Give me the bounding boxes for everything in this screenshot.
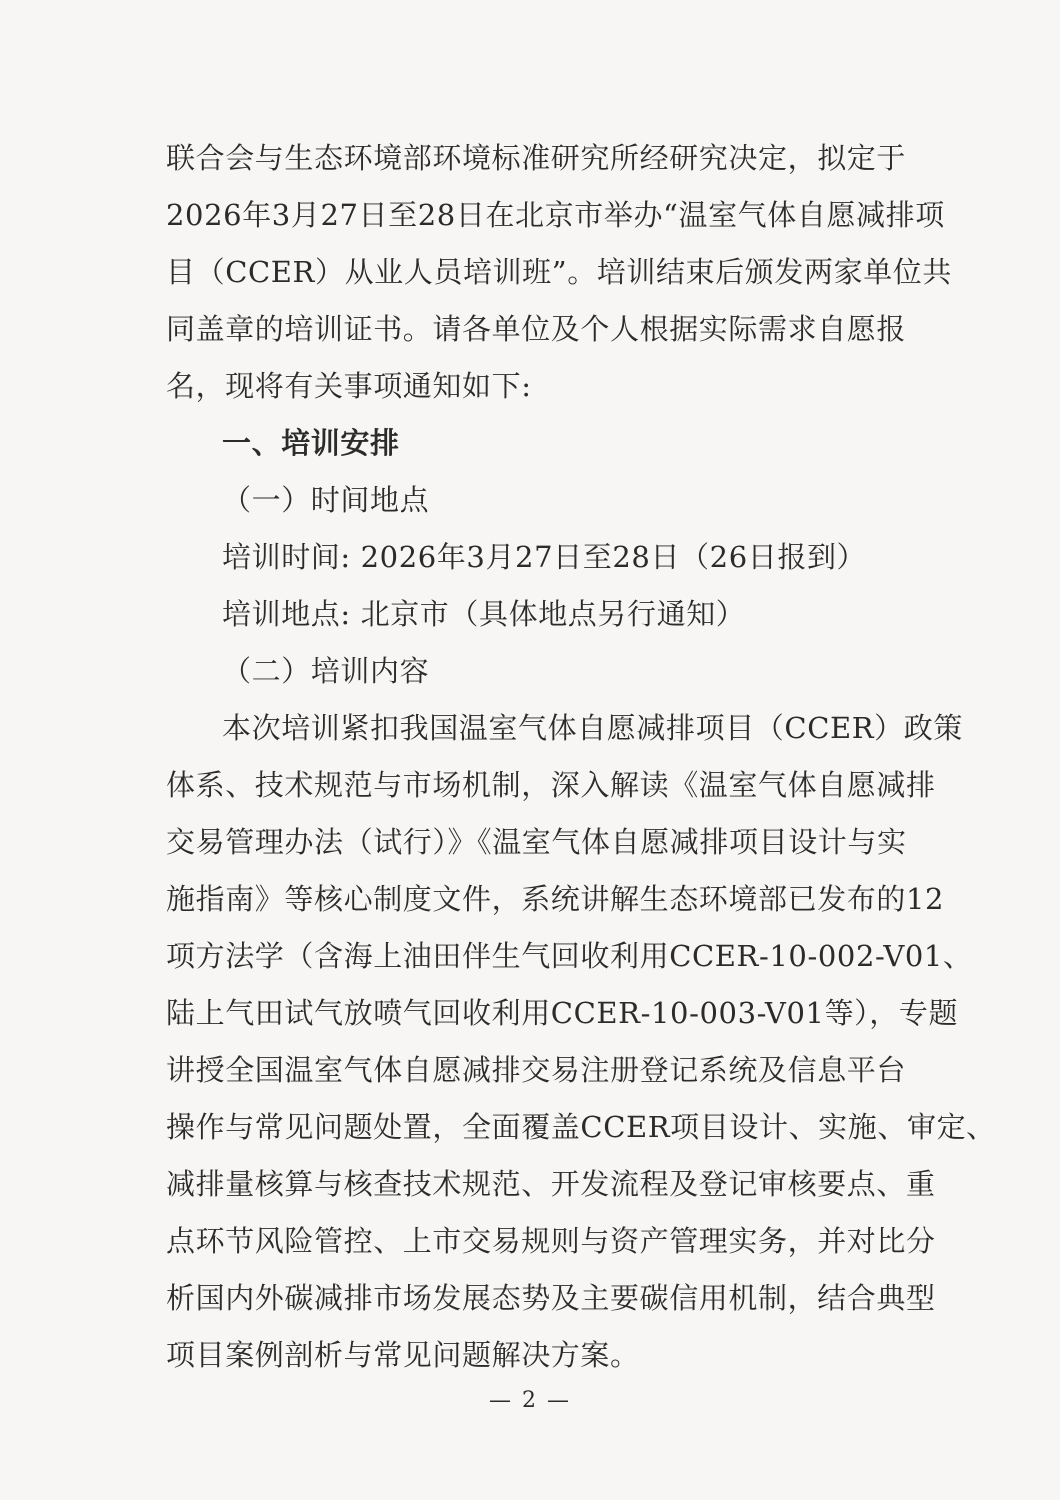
paragraph-line: 操作与常见问题处置，全面覆盖CCER项目设计、实施、审定、 <box>166 1110 996 1144</box>
subsection-heading: （一）时间地点 <box>222 483 430 517</box>
paragraph-line: 体系、技术规范与市场机制，深入解读《温室气体自愿减排 <box>166 768 936 802</box>
paragraph-line: 析国内外碳减排市场发展态势及主要碳信用机制，结合典型 <box>166 1281 936 1315</box>
paragraph-line: 项方法学（含海上油田伴生气回收利用CCER-10-002-V01、 <box>166 939 973 973</box>
paragraph-line: 施指南》等核心制度文件，系统讲解生态环境部已发布的12 <box>166 882 945 916</box>
subsection-heading: （二）培训内容 <box>222 654 430 688</box>
page-number: — 2 — <box>489 1388 571 1413</box>
paragraph-line: 项目案例剖析与常见问题解决方案。 <box>166 1338 640 1372</box>
paragraph-line: 交易管理办法（试行）》《温室气体自愿减排项目设计与实 <box>166 825 907 859</box>
paragraph-line: 本次培训紧扣我国温室气体自愿减排项目（CCER）政策 <box>222 711 963 745</box>
training-location: 培训地点: 北京市（具体地点另行通知） <box>222 597 746 631</box>
paragraph-line: 联合会与生态环境部环境标准研究所经研究决定，拟定于 <box>166 141 907 175</box>
paragraph-line: 目（CCER）从业人员培训班”。培训结束后颁发两家单位共 <box>166 255 953 289</box>
paragraph-line: 2026年3月27日至28日在北京市举办“温室气体自愿减排项 <box>166 198 945 232</box>
paragraph-line: 减排量核算与核查技术规范、开发流程及登记审核要点、重 <box>166 1167 936 1201</box>
paragraph-line: 讲授全国温室气体自愿减排交易注册登记系统及信息平台 <box>166 1053 907 1087</box>
training-time: 培训时间: 2026年3月27日至28日（26日报到） <box>222 540 867 574</box>
paragraph-line: 陆上气田试气放喷气回收利用CCER-10-003-V01等），专题 <box>166 996 959 1030</box>
paragraph-line: 同盖章的培训证书。请各单位及个人根据实际需求自愿报 <box>166 312 907 346</box>
paragraph-line: 点环节风险管控、上市交易规则与资产管理实务，并对比分 <box>166 1224 936 1258</box>
paragraph-line: 名，现将有关事项通知如下: <box>166 369 532 403</box>
section-heading: 一、培训安排 <box>222 426 400 460</box>
